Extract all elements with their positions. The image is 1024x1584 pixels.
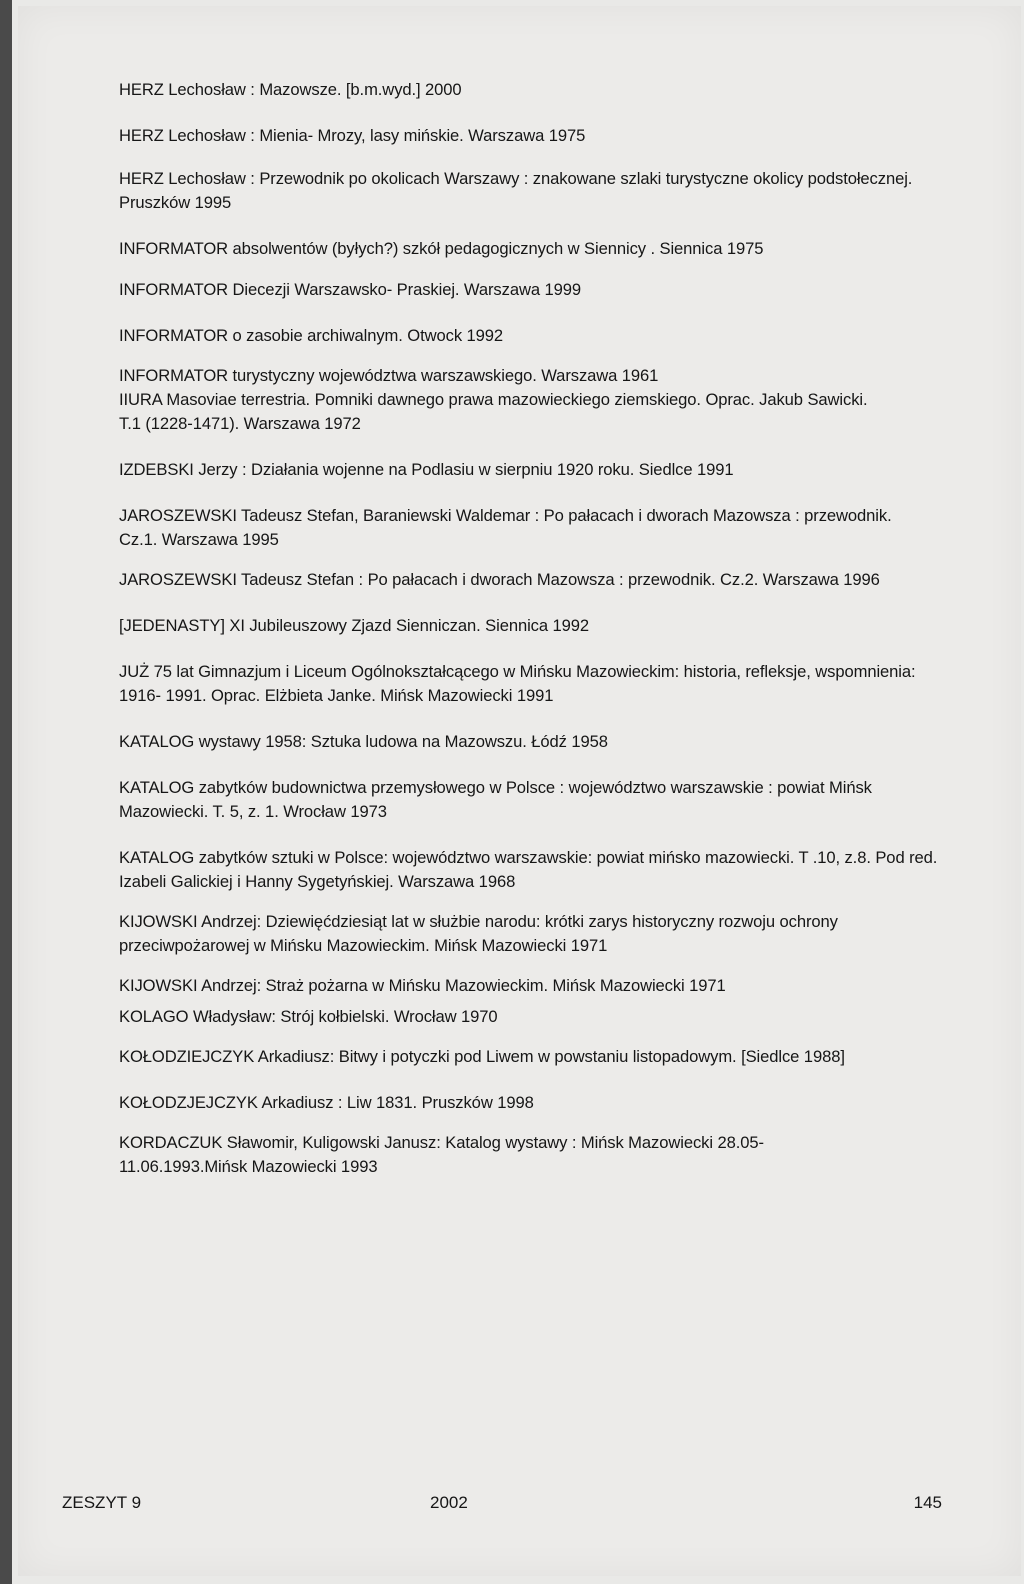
- page-number: 145: [913, 1493, 942, 1512]
- book-spine: [0, 0, 12, 1584]
- bibliography-entry: KOLAGO Władysław: Strój kołbielski. Wrocław 1970: [119, 1007, 498, 1026]
- page-footer: [62, 1493, 942, 1523]
- bibliography-entry: INFORMATOR turystyczny województwa warszawskiego. Warszawa 1961: [119, 366, 659, 385]
- bibliography-list: [119, 78, 949, 1179]
- bibliography-entry: KORDACZUK Sławomir, Kuligowski Janusz: Katalog wystawy : Mińsk Mazowiecki 28.05-11.06.1993.Mińsk Mazowiecki 1993: [119, 1133, 764, 1176]
- bibliography-entry: KIJOWSKI Andrzej: Dziewięćdziesiąt lat w służbie narodu: krótki zarys historyczny rozwoju ochrony przeciwpożarowej w Mińsku Mazowieckim. Mińsk Mazowiecki 1971: [119, 912, 838, 955]
- bibliography-entry: IIURA Masoviae terrestria. Pomniki dawnego prawa mazowieckiego ziemskiego. Oprac. Jakub Sawicki. T.1 (1228-1471). Warszawa 1972: [119, 390, 868, 433]
- issue-label: ZESZYT 9: [62, 1493, 142, 1512]
- bibliography-entry: KATALOG zabytków budownictwa przemysłowego w Polsce : województwo warszawskie : powiat Mińsk Mazowiecki. T. 5, z. 1. Wrocław 1973: [119, 778, 872, 821]
- bibliography-entry: KIJOWSKI Andrzej: Straż pożarna w Mińsku Mazowieckim. Mińsk Mazowiecki 1971: [119, 976, 726, 995]
- bibliography-entry: INFORMATOR absolwentów (byłych?) szkół pedagogicznych w Siennicy . Siennica 1975: [119, 239, 764, 258]
- bibliography-entry: IZDEBSKI Jerzy : Działania wojenne na Podlasiu w sierpniu 1920 roku. Siedlce 1991: [119, 460, 734, 479]
- bibliography-entry: KOŁODZIEJCZYK Arkadiusz: Bitwy i potyczki pod Liwem w powstaniu listopadowym. [Siedlce 1988]: [119, 1047, 845, 1066]
- bibliography-entry: JAROSZEWSKI Tadeusz Stefan, Baraniewski Waldemar : Po pałacach i dworach Mazowsza : przewodnik. Cz.1. Warszawa 1995: [119, 506, 892, 549]
- bibliography-entry: KOŁODZJEJCZYK Arkadiusz : Liw 1831. Pruszków 1998: [119, 1093, 534, 1112]
- bibliography-entry: HERZ Lechosław : Przewodnik po okolicach Warszawy : znakowane szlaki turystyczne okolicy podstołecznej. Pruszków 1995: [119, 169, 913, 212]
- bibliography-entry: KATALOG wystawy 1958: Sztuka ludowa na Mazowszu. Łódź 1958: [119, 732, 608, 751]
- bibliography-entry: INFORMATOR Diecezji Warszawsko- Praskiej. Warszawa 1999: [119, 280, 581, 299]
- bibliography-entry: [JEDENASTY] XI Jubileuszowy Zjazd Sienniczan. Siennica 1992: [119, 616, 590, 635]
- bibliography-entry: JUŻ 75 lat Gimnazjum i Liceum Ogólnokształcącego w Mińsku Mazowieckim: historia, refleksje, wspomnienia: 1916- 1991. Oprac. Elżbieta Janke. Mińsk Mazowiecki 1991: [119, 662, 916, 705]
- bibliography-entry: HERZ Lechosław : Mazowsze. [b.m.wyd.] 2000: [119, 80, 462, 99]
- bibliography-entry: JAROSZEWSKI Tadeusz Stefan : Po pałacach i dworach Mazowsza : przewodnik. Cz.2. Warszawa 1996: [119, 570, 880, 589]
- bibliography-entry: HERZ Lechosław : Mienia- Mrozy, lasy mińskie. Warszawa 1975: [119, 126, 586, 145]
- bibliography-entry: INFORMATOR o zasobie archiwalnym. Otwock 1992: [119, 326, 504, 345]
- year-label: 2002: [430, 1493, 468, 1512]
- bibliography-entry: KATALOG zabytków sztuki w Polsce: województwo warszawskie: powiat mińsko mazowiecki. T .10, z.8. Pod red. Izabeli Galickiej i Hanny Sygetyńskiej. Warszawa 1968: [119, 848, 938, 891]
